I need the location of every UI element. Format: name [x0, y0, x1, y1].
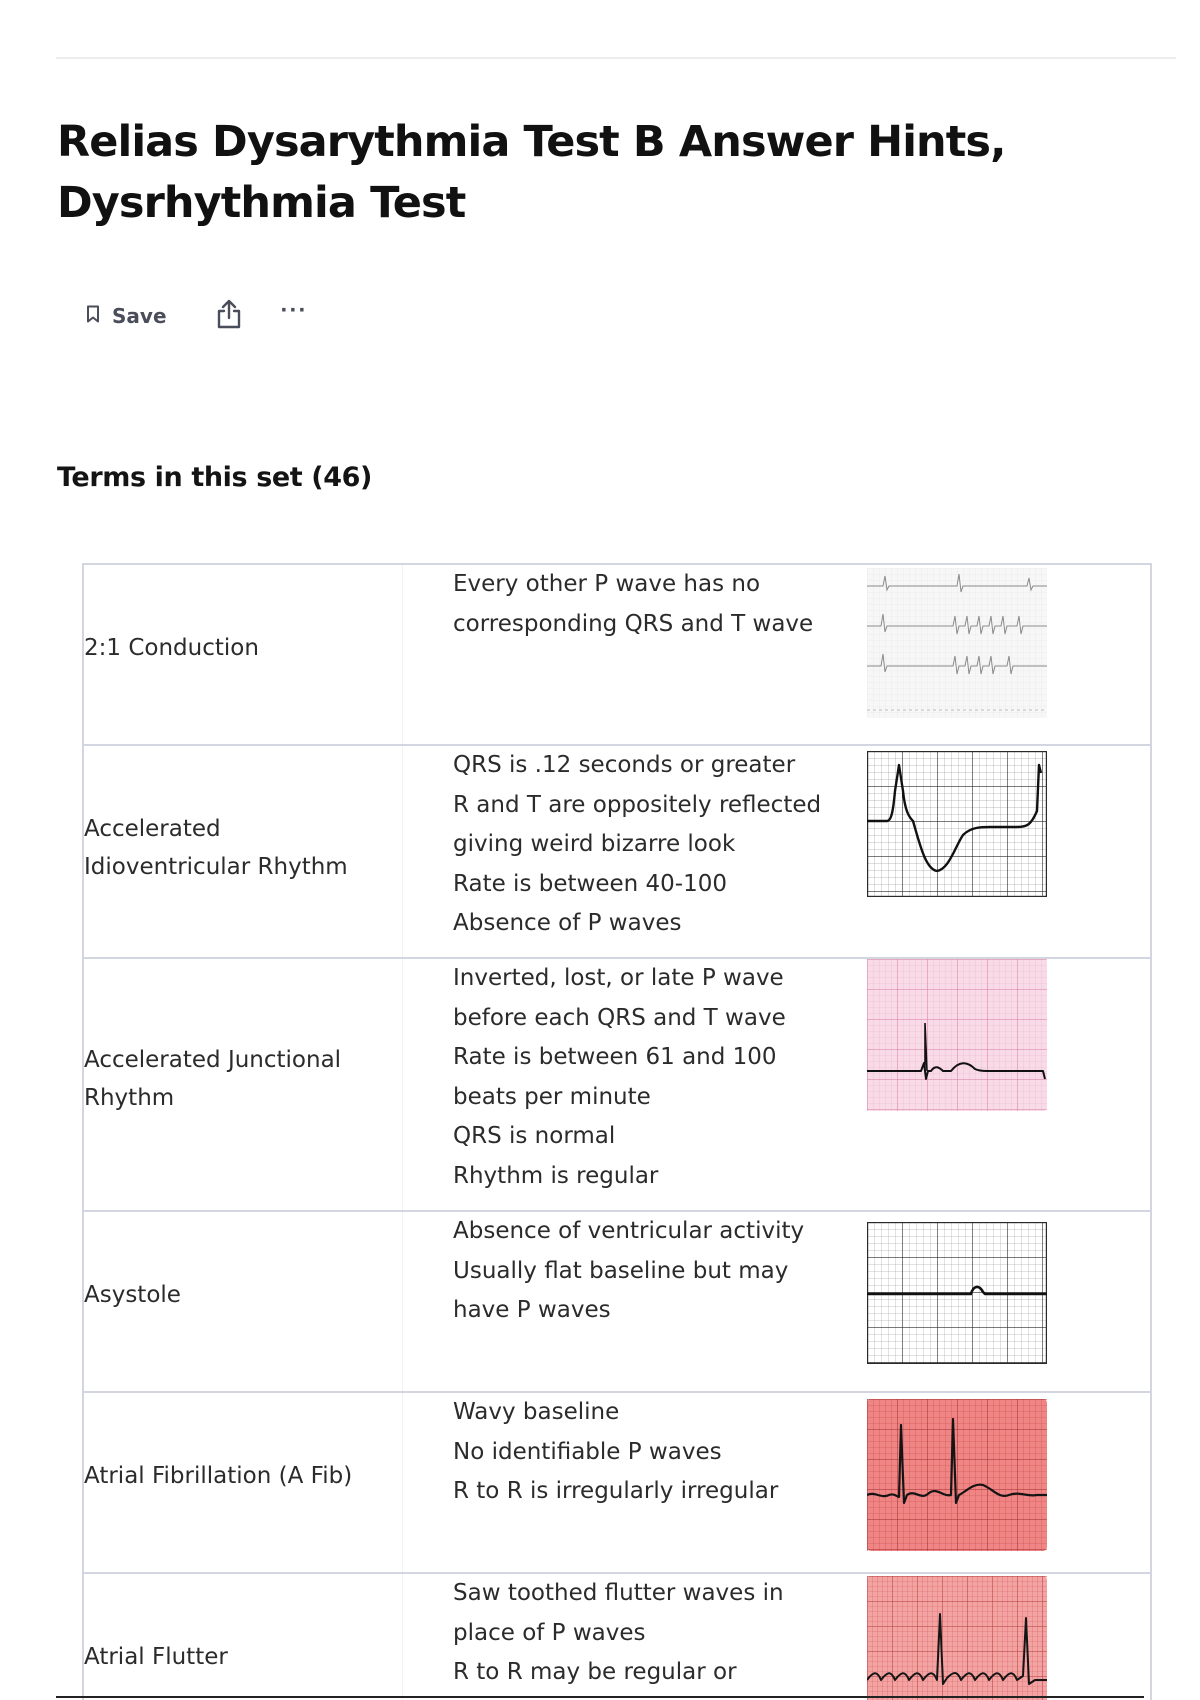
term-definition [453, 746, 833, 944]
terms-heading: Terms in this set (46) [57, 462, 372, 493]
definition-line: beats per minute [453, 1083, 651, 1110]
column-divider [402, 565, 403, 744]
column-divider [402, 1212, 403, 1391]
column-divider [402, 746, 403, 957]
definition-line: corresponding QRS and T wave [453, 610, 814, 637]
term-definition [453, 1393, 833, 1512]
term-word: Atrial Flutter [84, 1644, 228, 1670]
definition-line: R and T are oppositely reflected [453, 791, 822, 818]
definition-line: Usually flat baseline but may [453, 1257, 789, 1284]
term-definition [453, 1212, 833, 1331]
term-word: Accelerated Idioventricular Rhythm [84, 816, 348, 880]
term-row [82, 1210, 1152, 1393]
save-button-label: Save [112, 304, 167, 328]
column-divider [402, 1393, 403, 1572]
set-toolbar [86, 296, 308, 336]
term-row [82, 1572, 1152, 1700]
page-title: Relias Dysarythmia Test B Answer Hints, Dysrhythmia Test [57, 117, 1006, 228]
term-row [82, 1391, 1152, 1574]
more-options-button[interactable] [281, 297, 308, 335]
ecg-strip-image [867, 751, 1047, 897]
term-row [82, 957, 1152, 1212]
term-word: Accelerated Junctional Rhythm [84, 1047, 342, 1111]
ecg-strip-image [867, 959, 1047, 1111]
definition-line: No identifiable P waves [453, 1438, 722, 1465]
definition-line: have P waves [453, 1297, 611, 1323]
definition-line: QRS is normal [453, 1123, 616, 1149]
term-definition [453, 1574, 833, 1693]
column-divider [402, 1574, 403, 1700]
definition-line: giving weird bizarre look [453, 831, 736, 857]
ecg-strip-image [867, 1399, 1047, 1551]
definition-line: Every other P wave has no [453, 571, 761, 597]
ecg-strip-image [867, 568, 1047, 718]
definition-line: Inverted, lost, or late P wave [453, 965, 784, 991]
term-word: 2:1 Conduction [84, 635, 259, 661]
bottom-divider [56, 1696, 1144, 1698]
term-definition [453, 959, 833, 1196]
save-button[interactable] [86, 304, 167, 328]
term-row [82, 744, 1152, 959]
definition-line: Rate is between 61 and 100 [453, 1044, 777, 1070]
term-row [82, 563, 1152, 746]
share-button[interactable] [215, 298, 243, 335]
definition-line: before each QRS and T wave [453, 1004, 786, 1031]
definition-line: Rate is between 40-100 [453, 870, 727, 897]
definition-line: Wavy baseline [453, 1399, 620, 1425]
term-definition [453, 565, 833, 644]
bookmark-icon [86, 305, 112, 328]
share-icon [215, 298, 243, 335]
term-word: Atrial Fibrillation (A Fib) [84, 1463, 353, 1489]
definition-line: Absence of ventricular activity [453, 1218, 805, 1244]
ecg-strip-image [867, 1222, 1047, 1364]
terms-list [82, 563, 1152, 1700]
ecg-strip-image [867, 1576, 1047, 1700]
definition-line: QRS is .12 seconds or greater [453, 752, 796, 778]
column-divider [402, 959, 403, 1210]
more-options-icon: ··· [280, 297, 308, 324]
definition-line: Rhythm is regular [453, 1162, 659, 1189]
term-word: Asystole [84, 1282, 181, 1308]
definition-line: Saw toothed flutter waves in [453, 1580, 784, 1606]
definition-line: R to R may be regular or [453, 1659, 737, 1685]
definition-line: Absence of P waves [453, 910, 682, 936]
top-divider [56, 57, 1176, 59]
definition-line: place of P waves [453, 1619, 646, 1646]
definition-line: R to R is irregularly irregular [453, 1478, 779, 1504]
